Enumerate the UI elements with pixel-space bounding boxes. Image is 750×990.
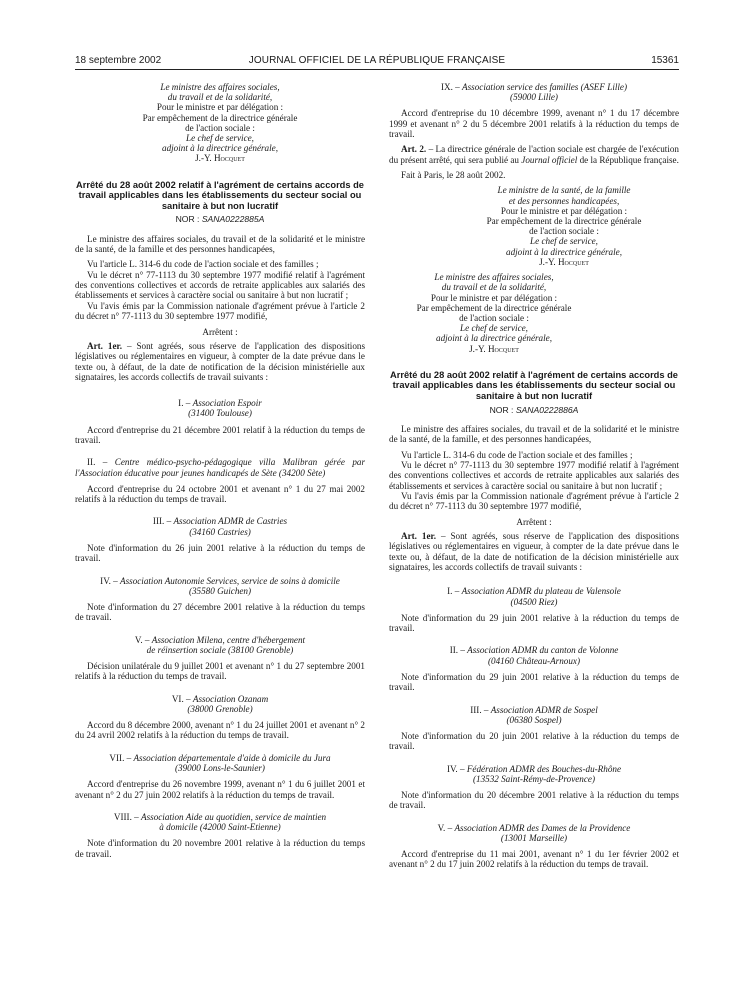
signature-block — [75, 82, 365, 164]
header-page-number: 15361 — [651, 55, 679, 66]
signature-line: Le ministre des affaires sociales, — [434, 272, 554, 283]
section-text: Note d'information du 27 décembre 2001 relative à la réduction du temps de travail. — [75, 601, 365, 623]
preamble-paragraph: Le ministre des affaires sociales, du travail et de la solidarité et le ministre de la santé, de la famille, et des personnes handicapées, — [389, 423, 679, 445]
signature-line: Par empêchement de la directrice générale — [416, 302, 572, 313]
section-heading: VII. – Association départementale d'aide à domicile du Jura (39000 Lons-le-Saunier) — [109, 752, 331, 773]
header-rule — [75, 69, 679, 70]
section-text: Accord d'entreprise du 21 décembre 2001 relatif à la réduction du temps de travail. — [75, 424, 365, 445]
preamble-paragraph: Vu l'article L. 314-6 du code de l'action sociale et des familles ; — [401, 449, 633, 460]
section-heading: IV. – Fédération ADMR des Bouches-du-Rhône (13532 Saint-Rémy-de-Provence) — [446, 763, 621, 784]
signature-line: Le chef de service, — [460, 323, 528, 334]
preamble-paragraph: Vu l'avis émis par la Commission nationale d'agrément prévue à l'article 2 du décret n° 77-1113 du 30 septembre 1977 modifié, — [75, 300, 365, 322]
preamble-paragraph: Vu le décret n° 77-1113 du 30 septembre 1977 modifié relatif à l'agrément des conventions collectives et accords de retraite applicables aux salariés des établissements et services à caractère social ou sanitaire à but non lucratif ; — [75, 269, 365, 301]
preamble-paragraph: Vu le décret n° 77-1113 du 30 septembre 1977 modifié relatif à l'agrément des conventions collectives et accords de retraite applicables aux salariés des établissements et services à caractère social ou sanitaire à but non lucratif ; — [389, 459, 679, 491]
section-text: Note d'information du 26 juin 2001 relative à la réduction du temps de travail. — [75, 542, 365, 564]
signature-line: Pour le ministre et par délégation : — [430, 292, 558, 303]
signature-line: adjoint à la directrice générale, — [506, 246, 622, 257]
signature-line: Le ministre de la santé, de la famille — [497, 185, 631, 196]
signature-line: Pour le ministre et par délégation : — [500, 205, 628, 216]
section-text: Note d'information du 20 juin 2001 relative à la réduction du temps de travail. — [389, 730, 679, 752]
done-at: Fait à Paris, le 28 août 2002. — [401, 170, 506, 181]
section-heading: VIII. – Association Aide au quotidien, service de maintien à domicile (42000 Saint-Etienne) — [113, 811, 327, 833]
left-column — [75, 82, 365, 864]
page-header — [75, 55, 679, 69]
section-heading: V. – Association Milena, centre d'hébergement de réinsertion sociale (38100 Grenoble) — [134, 634, 306, 655]
section-text: Accord d'entreprise du 26 novembre 1999, avenant n° 1 du 6 juillet 2001 et avenant n° 2 du 27 juin 2002 relatifs à la réduction du temps de travail. — [75, 779, 365, 800]
nor-reference: NOR : SANA0222886A — [489, 404, 579, 415]
signature-line: Par empêchement de la directrice générale — [142, 112, 298, 123]
arrete-heading: Arrêtent : — [202, 326, 238, 337]
signature-line: et des personnes handicapées, — [508, 195, 620, 206]
signature-block — [449, 185, 679, 267]
section-text: Accord d'entreprise du 24 octobre 2001 et avenant n° 1 du 27 mai 2002 relatifs à la réduction du temps de travail. — [75, 483, 365, 505]
section-heading: II. – Centre médico-psycho-pédagogique villa Malibran gérée par l'Association éducative pour jeunes handicapés de Sète (34200 Sète) — [75, 457, 366, 478]
article-1: Art. 1er. – Sont agréés, sous réserve de l'application des dispositions législatives ou réglementaires en vigueur, à compter de la date prévue dans le texte ou, à défaut, de la date de notification de la décision ministérielle aux signataires, les accords collectifs de travail suivants : — [389, 530, 679, 572]
section-heading: IX. – Association service des familles (ASEF Lille) (59000 Lille) — [440, 82, 628, 103]
section-heading: IV. – Association Autonomie Services, service de soins à domicile (35580 Guichen) — [100, 575, 340, 596]
signature-line: Le chef de service, — [186, 133, 254, 144]
signature-line: du travail et de la solidarité, — [167, 92, 273, 103]
preamble-paragraph: Le ministre des affaires sociales, du travail et de la solidarité et le ministre de la santé, de la famille et des personnes handicapées, — [75, 233, 365, 255]
section-heading: V. – Association ADMR des Dames de la Providence (13001 Marseille) — [437, 822, 631, 843]
section-heading: VI. – Association Ozanam (38000 Grenoble) — [171, 693, 269, 714]
section-text: Note d'information du 20 novembre 2001 relative à la réduction du temps de travail. — [75, 838, 365, 859]
arrete-heading: Arrêtent : — [516, 516, 552, 527]
section-text: Note d'information du 29 juin 2001 relative à la réduction du temps de travail. — [389, 671, 679, 693]
signature-line: adjoint à la directrice générale, — [162, 143, 278, 154]
signature-name: J.-Y. Hocquet — [539, 256, 589, 267]
section-heading: I. – Association ADMR du plateau de Valensole (04500 Riez) — [447, 586, 621, 607]
section-heading: I. – Association Espoir (31400 Toulouse) — [178, 398, 262, 419]
signature-line: de l'action sociale : — [529, 226, 599, 237]
header-date: 18 septembre 2002 — [75, 55, 162, 66]
preamble-paragraph: Vu l'avis émis par la Commission nationale d'agrément prévue à l'article 2 du décret n° 77-1113 du 30 septembre 1977 modifié, — [389, 490, 679, 512]
section-heading: III. – Association ADMR de Sospel (06380 Sospel) — [470, 704, 598, 725]
nor-reference: NOR : SANA0222885A — [175, 214, 265, 225]
signature-block — [389, 272, 599, 354]
signature-line: Pour le ministre et par délégation : — [156, 102, 284, 113]
article-1: Art. 1er. – Sont agréés, sous réserve de l'application des dispositions législatives ou réglementaires en vigueur, à compter de la date prévue dans le texte ou, à défaut, de la date de notification de la décision ministérielle aux signataires, les accords collectifs de travail suivants : — [75, 340, 365, 382]
decree-title: Arrêté du 28 août 2002 relatif à l'agrément de certains accords de travail applicables dans les établissements du secteur social ou sanitaire à but non lucratif — [76, 179, 364, 211]
signature-line: du travail et de la solidarité, — [441, 282, 547, 293]
signature-name: J.-Y. Hocquet — [195, 153, 245, 164]
signature-line: adjoint à la directrice générale, — [436, 333, 552, 344]
right-column — [389, 82, 679, 875]
section-text: Accord du 8 décembre 2000, avenant n° 1 du 24 juillet 2001 et avenant n° 2 du 24 avril 2002 relatifs à la réduction du temps de travail. — [75, 720, 365, 741]
section-text: Accord d'entreprise du 11 mai 2001, avenant n° 1 du 1er février 2002 et avenant n° 2 du 17 juin 2002 relatifs à la réduction du temps de travail. — [389, 849, 679, 870]
signature-line: de l'action sociale : — [185, 122, 255, 133]
signature-line: Le ministre des affaires sociales, — [160, 82, 280, 92]
signature-line: Par empêchement de la directrice générale — [486, 216, 642, 227]
header-journal-title: JOURNAL OFFICIEL DE LA RÉPUBLIQUE FRANÇAISE — [248, 55, 506, 66]
signature-line: Le chef de service, — [530, 236, 598, 247]
section-heading: II. – Association ADMR du canton de Volonne (04160 Château-Arnoux) — [449, 645, 619, 666]
section-text: Accord d'entreprise du 10 décembre 1999, avenant n° 1 du 17 décembre 1999 et avenant n° 2 du 5 décembre 2001 relatifs à la réduction du temps de travail. — [389, 108, 679, 140]
section-text: Note d'information du 20 décembre 2001 relative à la réduction du temps de travail. — [389, 790, 679, 811]
signature-name: J.-Y. Hocquet — [469, 343, 519, 354]
signature-line: de l'action sociale : — [459, 312, 529, 323]
section-heading: III. – Association ADMR de Castries (34160 Castries) — [152, 516, 288, 537]
article-2: Art. 2. – La directrice générale de l'action sociale est chargée de l'exécution du présent arrêté, qui sera publié au Journal officiel de la République française. — [389, 144, 679, 165]
section-text: Décision unilatérale du 9 juillet 2001 et avenant n° 1 du 27 septembre 2001 relatifs à la réduction du temps de travail. — [75, 661, 365, 682]
section-text: Note d'information du 29 juin 2001 relative à la réduction du temps de travail. — [389, 612, 679, 634]
preamble-paragraph: Vu l'article L. 314-6 du code de l'action sociale et des familles ; — [87, 259, 319, 270]
decree-title: Arrêté du 28 août 2002 relatif à l'agrément de certains accords de travail applicables dans les établissements du secteur social ou sanitaire à but non lucratif — [390, 369, 678, 401]
